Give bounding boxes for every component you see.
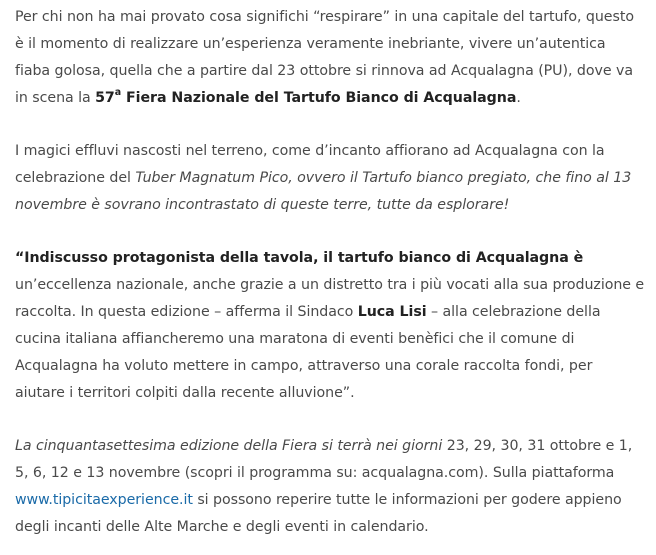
article-body — [15, 4, 645, 541]
dates-italic: La cinquantasettesima edizione della Fiera si terrà nei giorni — [15, 438, 443, 454]
truffle-text: I magici effluvi nascosti nel terreno, come d’incanto affiorano ad Acqualagna con la celebrazione del — [15, 143, 605, 186]
mayor-name: Luca Lisi — [357, 304, 427, 320]
tipicita-link[interactable]: www.tipicitaexperience.it — [15, 492, 193, 508]
quote-text-end: – alla celebrazione della cucina italiana affiancheremo una maratona di eventi benèfici che il comune di Acqualagna ha voluto mettere in campo, attraverso una corale raccolta fondi, per aiutare i territori colpiti dalla recente alluvione”. — [15, 304, 601, 401]
intro-end: . — [516, 90, 521, 106]
truffle-italic: Tuber Magnatum Pico, ovvero il Tartufo bianco pregiato, che fino al 13 novembre è sovrano incontrastato di queste terre, tutte da esplorare! — [15, 170, 632, 213]
event-title-text: Fiera Nazionale del Tartufo Bianco di Acqualagna — [121, 90, 517, 106]
event-title — [95, 87, 517, 106]
paragraph-intro — [15, 4, 645, 112]
paragraph-quote — [15, 245, 645, 407]
paragraph-truffle — [15, 138, 645, 219]
event-edition-number: 57 — [95, 90, 115, 106]
paragraph-dates — [15, 433, 645, 541]
quote-text: un’eccellenza nazionale, anche grazie a un distretto tra i più vocati alla sua produzione e raccolta. In questa edizione – afferma il Sindaco — [15, 277, 645, 320]
quote-bold: “Indiscusso protagonista della tavola, il tartufo bianco di Acqualagna è — [15, 250, 584, 266]
dates-text-end: si possono reperire tutte le informazioni per godere appieno degli incanti delle Alte Marche e degli eventi in calendario. — [15, 492, 622, 535]
intro-text: Per chi non ha mai provato cosa significhi “respirare” in una capitale del tartufo, questo è il momento di realizzare un’esperienza veramente inebriante, vivere un’autentica fiaba golosa, quella che a partire dal 23 ottobre si rinnova ad Acqualagna (PU), dove va in scena la — [15, 9, 634, 106]
dates-text: 23, 29, 30, 31 ottobre e 1, 5, 6, 12 e 13 novembre (scopri il programma su: acqualagna.com). Sulla piattaforma — [15, 438, 633, 481]
ordinal-superscript: a — [114, 87, 122, 99]
